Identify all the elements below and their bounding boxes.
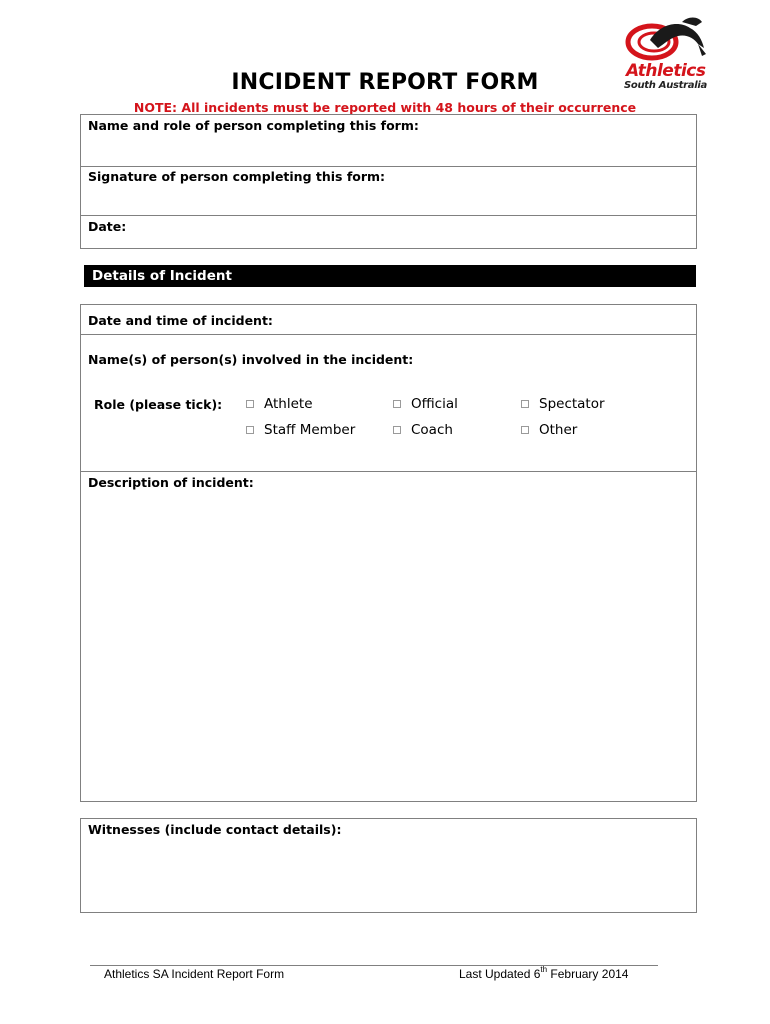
role-label: Role (please tick): [94, 397, 223, 412]
footer-updated-sup: th [540, 965, 548, 974]
role-option-other[interactable] [521, 422, 577, 438]
footer-updated-prefix: Last Updated 6 [459, 967, 541, 981]
persons-label: Name(s) of person(s) involved in the incident: [88, 352, 414, 367]
role-option-label: Staff Member [264, 422, 356, 438]
page-title: INCIDENT REPORT FORM [231, 70, 539, 95]
footer-divider [90, 965, 658, 966]
footer-last-updated [459, 967, 628, 981]
name-role-field[interactable] [81, 115, 696, 167]
checkbox-athlete[interactable] [246, 400, 254, 408]
checkbox-spectator[interactable] [521, 400, 529, 408]
role-option-label: Athlete [264, 396, 313, 412]
logo-subtitle: South Australia [624, 80, 707, 91]
name-role-label: Name and role of person completing this form: [88, 118, 419, 133]
reporting-note: NOTE: All incidents must be reported with 48 hours of their occurrence [133, 100, 637, 115]
role-option-athlete[interactable] [246, 396, 313, 412]
description-field[interactable] [81, 471, 696, 802]
logo-name: Athletics [626, 61, 706, 81]
role-option-spectator[interactable] [521, 396, 605, 412]
details-section-header: Details of Incident [84, 265, 696, 287]
role-option-staff-member[interactable] [246, 422, 355, 438]
role-option-coach[interactable] [393, 422, 453, 438]
role-option-label: Coach [411, 422, 453, 438]
details-section [80, 304, 697, 802]
witnesses-field[interactable] [80, 818, 697, 913]
date-field[interactable] [81, 215, 696, 249]
datetime-field[interactable] [81, 305, 696, 335]
signature-label: Signature of person completing this form: [88, 169, 386, 184]
datetime-label: Date and time of incident: [88, 313, 273, 328]
signature-field[interactable] [81, 166, 696, 216]
completer-section [80, 114, 697, 249]
role-option-label: Official [411, 396, 458, 412]
checkbox-other[interactable] [521, 426, 529, 434]
checkbox-staff-member[interactable] [246, 426, 254, 434]
persons-field [81, 334, 696, 472]
role-option-official[interactable] [393, 396, 458, 412]
date-label: Date: [88, 219, 127, 234]
footer-form-name: Athletics SA Incident Report Form [104, 967, 285, 981]
role-option-label: Spectator [539, 396, 605, 412]
footer-updated-suffix: February 2014 [547, 967, 629, 981]
checkbox-coach[interactable] [393, 426, 401, 434]
role-option-label: Other [539, 422, 578, 438]
witnesses-label: Witnesses (include contact details): [88, 822, 342, 837]
checkbox-official[interactable] [393, 400, 401, 408]
description-label: Description of incident: [88, 475, 254, 490]
